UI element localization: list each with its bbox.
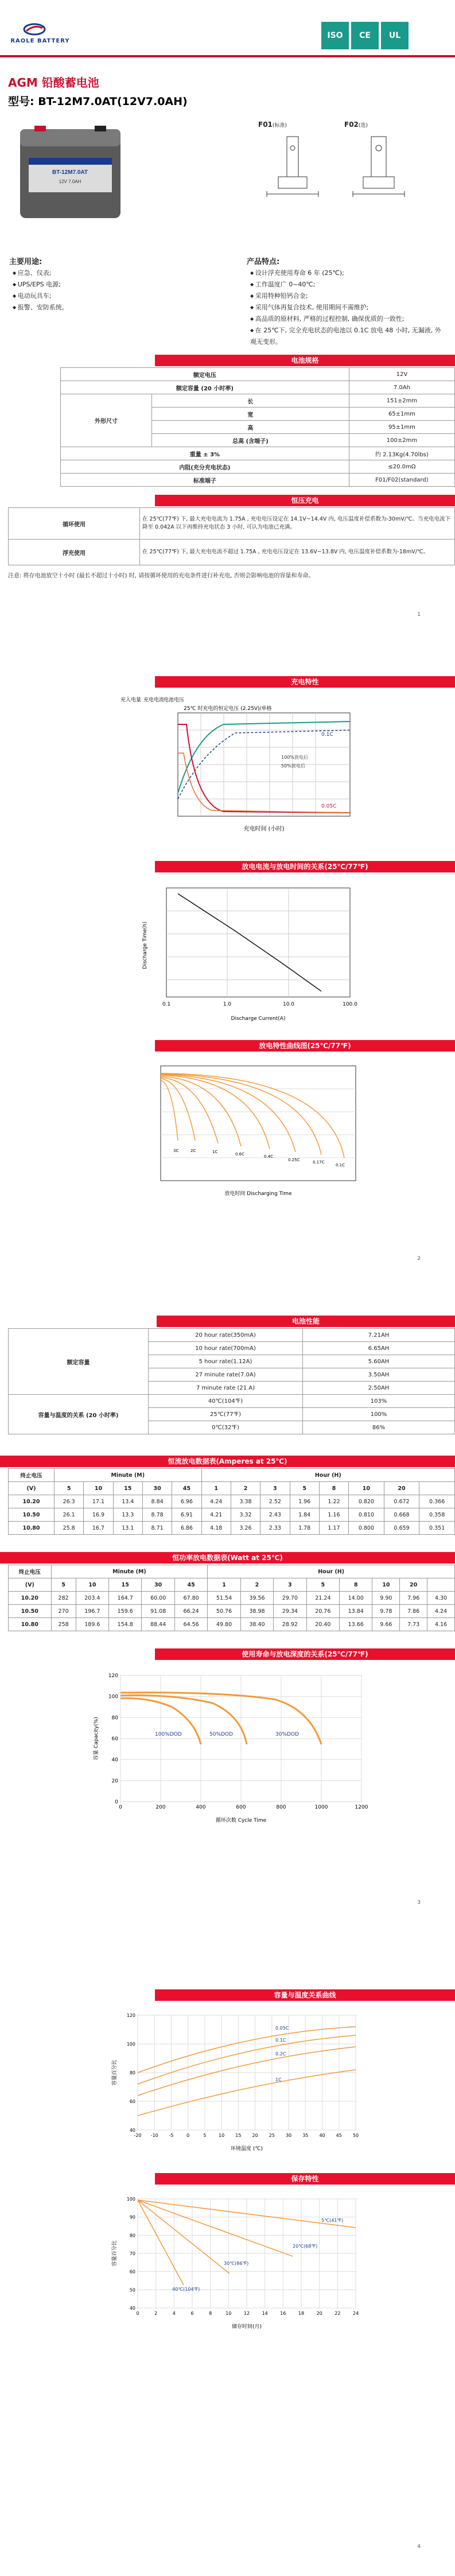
data-cell: 50.76 [208,1605,240,1618]
data-cell: 0.366 [419,1495,455,1508]
cap-temp-xlabel: 环境温度 (℃) [231,2146,263,2152]
data-cell: 13.66 [340,1618,372,1631]
tick-label: 4 [172,2311,176,2316]
data-cell: 1.84 [290,1508,319,1522]
data-cell: 66.24 [174,1605,207,1618]
data-cell: 25.8 [55,1522,84,1535]
curve-label: 1C [275,2077,282,2082]
data-cell: 0.668 [384,1508,419,1522]
tick-label: 20 [111,1778,118,1784]
terminal-f01-drawing [255,131,330,217]
table-row [9,1508,455,1522]
col-header: 15 [113,1482,142,1495]
data-cell: 6.96 [172,1495,201,1508]
data-cell: 20.76 [306,1605,339,1618]
curve-label: 0.2C [275,2051,286,2057]
curve-label: 30℃(86℉) [224,2261,249,2266]
tick-label: 60 [129,2269,135,2275]
watt-table [8,1565,455,1631]
col-header: 20 [384,1482,419,1495]
page-2 [0,644,455,1288]
page-number: 2 [417,1256,421,1262]
col-header: 10 [349,1482,384,1495]
battery-image [17,123,123,221]
data-cell: 13.84 [340,1605,372,1618]
data-cell: 9.78 [372,1605,400,1618]
col-header: 5 [55,1482,84,1495]
col-header: 1 [208,1578,240,1592]
page-title: AGM 铅酸蓄电池 [8,76,99,90]
data-cell: 0.659 [384,1522,419,1535]
curve-label: 1C [212,1150,218,1154]
spec-table: 额定电压 12V 额定容量 (20 小时率) 7.0Ah 外形尺寸 长 151±2mm 宽 65±1mm 高 95±1mm 总高 (含端子) 100±2mm 重量 ± 3% 约 2.13Kg(4.70lbs) 内阻(充分充电状态) ≤20.0mΩ 标准端子 F01/F02(standard) [60,367,455,487]
end-voltage-cell: 10.20 [9,1495,55,1508]
table-row [9,1592,455,1605]
tick-label: 100 [126,2197,135,2202]
list-item: ◆ 设计浮充使用寿命 6 年 (25℃); [250,267,445,279]
charge-note: 注意: 将存电池放空十小时 (最长不超过十小时) 时, 请按循环使用的充电条件进行补充电, 否则会影响电池的容量和寿命。 [8,573,314,579]
curve-label: 0.1C [336,1163,345,1167]
cycle-life-xlabel: 循环次数 Cycle Time [215,1818,267,1824]
data-cell: 0.672 [384,1495,419,1508]
data-cell: 13.1 [113,1522,142,1535]
page-4 [0,1932,455,2576]
tick-label: 22 [335,2311,341,2316]
curve-label: 2C [190,1149,196,1153]
tick-label: 40 [111,1757,118,1763]
tick-label: 15 [235,2133,242,2138]
curve-label: 100%放电后 [281,755,308,760]
performance-bar: 电池性能 [157,1316,455,1327]
curve-label: 0.1C [275,2038,286,2043]
data-cell: 0.358 [419,1508,455,1522]
tick-label: 50 [352,2133,359,2138]
list-item: ◆ 采用特种铅钙合金; [250,290,445,302]
curve-label: 50%DOD [209,1732,233,1737]
data-cell: 49.80 [208,1618,240,1631]
tick-label: -5 [169,2133,174,2138]
data-cell: 2.43 [260,1508,290,1522]
data-cell: 0.820 [349,1495,384,1508]
data-cell: 4.24 [201,1495,231,1508]
col-header: 45 [172,1482,201,1495]
col-header: 5 [306,1578,339,1592]
data-cell: 39.56 [240,1592,273,1605]
data-cell: 4.21 [201,1508,231,1522]
volt-header: (V) [9,1482,55,1495]
header-divider [0,55,455,57]
cycle-life-ylabel: 容量 Capacity(%) [94,1717,99,1760]
table-row [9,1605,455,1618]
charge-ylabel-3: 电池电压 [164,697,185,703]
discharge-curve-xlabel: 放电时间 Discharging Time [224,1191,292,1197]
tick-label: 12 [243,2311,250,2316]
brand-logo [6,23,75,46]
tick-label: 5 [203,2133,207,2138]
charge-char-bar: 充电特性 [155,676,455,688]
col-header: 15 [109,1578,142,1592]
col-header: 5 [51,1578,76,1592]
terminal-f02-title: F02(选) [344,121,368,129]
tick-label: 14 [262,2311,268,2316]
data-cell: 4.16 [427,1618,455,1631]
tick-label: 0 [186,2133,190,2138]
curve-label: 0.4C [264,1154,274,1159]
cap-temp-ylabel: 容量百分比 [112,2059,118,2086]
col-header: 30 [142,1578,174,1592]
battery-label: BT-12M7.0AT [52,169,88,176]
curve-label: 20℃(68℉) [293,2244,318,2249]
data-cell: 6.91 [172,1508,201,1522]
applications-list [13,267,68,313]
table-row [9,1618,455,1631]
data-cell: 21.24 [306,1592,339,1605]
minute-header: Minute (M) [51,1565,208,1578]
tick-label: 80 [129,2233,135,2239]
tick-label: 0 [115,1799,118,1805]
col-header: 3 [260,1482,290,1495]
tick-label: 20 [252,2133,258,2138]
col-header [419,1482,455,1495]
tick-label: 120 [108,1673,118,1679]
list-item: ◆ 电动玩具车; [13,290,68,302]
tick-label: 40 [129,2306,135,2311]
brand-logo-icon [23,23,46,36]
data-cell: 159.6 [109,1605,142,1618]
tick-label: 16 [280,2311,286,2316]
tick-label: 100.0 [343,1002,357,1007]
curve-label: 0.17C [313,1160,325,1165]
data-cell: 0.800 [349,1522,384,1535]
cap-temp-bar: 容量与温度关系曲线 [155,1989,455,2001]
tick-label: 70 [129,2251,135,2256]
data-cell: 51.54 [208,1592,240,1605]
list-item: ◆ 高品质的原材料, 严格的过程控制, 确保优质的一致性; [250,313,445,325]
data-cell: 28.92 [274,1618,306,1631]
tick-label: 60 [129,2099,135,2104]
discharge-time-xlabel: Discharge Current(A) [231,1016,286,1022]
tick-label: 80 [111,1715,118,1721]
features-heading: 产品特点: [247,258,280,266]
tick-label: 1200 [355,1805,368,1810]
data-cell: 26.1 [55,1508,84,1522]
data-cell: 38.98 [240,1605,273,1618]
tick-label: 10.0 [282,1002,295,1007]
tick-label: 45 [336,2133,342,2138]
data-cell: 4.18 [201,1522,231,1535]
curve-label: 100%DOD [155,1732,182,1737]
col-header: 10 [84,1482,113,1495]
curve-label: 0.05C [321,804,337,809]
tick-label: 10 [219,2133,225,2138]
tick-label: 0.1 [162,1002,171,1007]
data-cell: 26.3 [55,1495,84,1508]
list-item: ◆ 应急、仪表; [13,267,68,279]
tick-label: 80 [129,2070,135,2075]
data-cell: 2.52 [260,1495,290,1508]
page-3 [0,1288,455,1932]
col-header: 1 [201,1482,231,1495]
data-cell: 17.1 [84,1495,113,1508]
data-cell: 282 [51,1592,76,1605]
col-header [427,1578,455,1592]
tick-label: 120 [126,2013,135,2018]
data-cell: 189.6 [76,1618,108,1631]
data-cell: 1.96 [290,1495,319,1508]
data-cell: 8.84 [142,1495,172,1508]
charge-ylabel-1: 充入电量 [120,697,142,703]
tick-label: 25 [269,2133,275,2138]
tick-label: 8 [209,2311,212,2316]
data-cell: 38.40 [240,1618,273,1631]
data-cell: 91.08 [142,1605,174,1618]
page-number: 3 [417,1900,421,1906]
tick-label: 100 [126,2042,135,2047]
storage-chart [103,2187,367,2337]
applications-heading: 主要用途: [9,258,42,266]
amp-table-bar: 恒流放电数据表(Amperes at 25℃) [0,1456,455,1467]
col-header: 30 [142,1482,172,1495]
data-cell: 14.00 [340,1592,372,1605]
data-cell: 29.70 [274,1592,306,1605]
data-cell: 13.3 [113,1508,142,1522]
data-cell: 258 [51,1618,76,1631]
data-cell: 7.86 [400,1605,427,1618]
curve-label: 30%DOD [275,1732,299,1737]
data-cell: 1.17 [319,1522,348,1535]
iso-cert-icon: ISO [321,22,349,49]
tick-label: 2 [154,2311,158,2316]
tick-label: 40 [319,2133,325,2138]
discharge-time-chart [132,876,361,1026]
end-voltage-cell: 10.80 [9,1522,55,1535]
ce-cert-icon: CE [351,22,379,49]
list-item: ◆ UPS/EPS 电源; [13,279,68,290]
storage-xlabel: 储存时间(月) [231,2324,262,2330]
tick-label: 0 [136,2311,139,2316]
end-voltage-header: 终止电压 [9,1565,52,1578]
data-cell: 8.71 [142,1522,172,1535]
data-cell: 3.26 [231,1522,260,1535]
features-list [250,267,445,348]
charge-characteristics-chart [109,690,379,845]
ul-cert-icon: UL [381,22,409,49]
data-cell: 164.7 [109,1592,142,1605]
data-cell: 7.73 [400,1618,427,1631]
minute-header: Minute (M) [55,1469,202,1482]
curve-label: 0.6C [235,1152,245,1157]
col-header: 10 [372,1578,400,1592]
curve-label: 0.25C [288,1158,300,1162]
end-voltage-cell: 10.50 [9,1508,55,1522]
battery-sub-label: 12V 7.0AH [59,179,81,184]
tick-label: 6 [190,2311,194,2316]
list-item: ◆ 工作温度广 0~40℃; [250,279,445,290]
discharge-curve-chart [138,1054,367,1204]
data-cell: 1.78 [290,1522,319,1535]
tick-label: 0 [119,1805,122,1810]
charge-xlabel: 充电时间 (小时) [243,826,285,832]
capacity-temperature-chart [103,2004,367,2159]
data-cell: 4.24 [427,1605,455,1618]
charge-ylabel-2: 充电电流 [143,697,165,703]
cycle-life-chart [86,1664,373,1830]
tick-label: 20 [316,2311,322,2316]
storage-bar: 保存特性 [155,2173,455,2185]
data-cell: 6.86 [172,1522,201,1535]
tick-label: 1000 [314,1805,328,1810]
page-number: 1 [417,612,421,618]
tick-label: 90 [129,2214,135,2220]
list-item: ◆ 在 25℃下, 完全充电状态的电池以 0.1C 放电 48 小时, 无漏液, 外观无变形。 [250,325,445,348]
data-cell: 0.351 [419,1522,455,1535]
data-cell: 2.33 [260,1522,290,1535]
discharge-time-bar: 放电电流与放电时间的关系(25℃/77℉) [155,861,455,872]
terminal-f01-title: F01(标准) [258,121,287,129]
col-header: 8 [319,1482,348,1495]
col-header: 2 [231,1482,260,1495]
curve-label: 40℃(104℉) [172,2287,200,2292]
tick-label: -10 [150,2133,158,2138]
data-cell: 1.16 [319,1508,348,1522]
discharge-time-ylabel: Discharge Time(h) [142,921,148,969]
data-cell: 7.96 [400,1592,427,1605]
tick-label: 200 [155,1805,166,1810]
data-cell: 60.00 [142,1592,174,1605]
discharge-curve-bar: 放电特性曲线图(25℃/77℉) [155,1040,455,1052]
data-cell: 0.810 [349,1508,384,1522]
curve-label: 3C [173,1149,179,1153]
tick-label: 800 [276,1805,286,1810]
performance-table: 额定容量 20 hour rate(350mA) 7.21AH 10 hour rate(700mA) 6.65AH 5 hour rate(1.12A) 5.60AH 27 minute rate(7.0A) 3.50AH 7 minute rate (21 A) 2.50AH 容量与温度的关系 (20 小时率) 40℃(104℉) 103% 25℃(77℉) 100% 0℃(32℉) 86% [8,1328,455,1434]
data-cell: 8.78 [142,1508,172,1522]
tick-label: 100 [108,1694,118,1700]
tick-label: -20 [134,2133,142,2138]
tick-label: 400 [196,1805,206,1810]
data-cell: 154.8 [109,1618,142,1631]
table-row [9,1495,455,1508]
cycle-life-bar: 使用寿命与放电深度的关系(25℃/77℉) [155,1648,455,1660]
col-header: 10 [76,1578,108,1592]
hour-header: Hour (H) [208,1565,455,1578]
tick-label: 40 [129,2128,135,2133]
data-cell: 20.40 [306,1618,339,1631]
data-cell: 203.4 [76,1592,108,1605]
data-cell: 4.30 [427,1592,455,1605]
data-cell: 270 [51,1605,76,1618]
volt-header: (V) [9,1578,52,1592]
data-cell: 3.32 [231,1508,260,1522]
end-voltage-header: 终止电压 [9,1469,55,1482]
tick-label: 24 [352,2311,359,2316]
tick-label: 18 [298,2311,305,2316]
end-voltage-cell: 10.80 [9,1618,52,1631]
charge-legend: 25℃ 时充电的恒定电压 (2.25V)/单格 [184,706,272,712]
terminal-f02-drawing [341,131,416,217]
data-cell: 67.80 [174,1592,207,1605]
tick-label: 60 [111,1736,118,1742]
model-title: 型号: BT-12M7.0AT(12V7.0AH) [8,95,188,108]
data-cell: 3.38 [231,1495,260,1508]
page-1 [0,0,455,644]
col-header: 5 [290,1482,319,1495]
col-header: 2 [240,1578,273,1592]
data-cell: 16.9 [84,1508,113,1522]
data-cell: 1.22 [319,1495,348,1508]
data-cell: 16.7 [84,1522,113,1535]
watt-table-bar: 恒功率放电数据表(Watt at 25℃) [0,1552,455,1564]
col-header: 45 [174,1578,207,1592]
data-cell: 29.34 [274,1605,306,1618]
curve-label: 5℃(41℉) [321,2218,344,2223]
charge-table: 循环使用 在 25℃(77℉) 下, 最大充电电流为 1.75A , 充电电压设定在 14.1V~14.4V 内, 电压温度补偿系数为-30mV/℃。当充电电流下降至 0.042A 以下再维持充电状态 3 小时, 可认为电池已充满。 浮充使用 在 25℃(77℉) 下, 最大充电电流不超过 1.75A , 充电电压设定在 13.6V~13.8V 内, 电压温度补偿系数为-18mV/℃。 [8,507,455,565]
list-item: ◆ 采用气体再复合技术, 使用期间不需维护; [250,302,445,313]
end-voltage-cell: 10.20 [9,1592,52,1605]
curve-label: 0.1C [321,732,333,738]
curve-label: 50%放电后 [281,763,305,769]
tick-label: 600 [236,1805,246,1810]
page-number: 4 [417,2544,421,2550]
data-cell: 196.7 [76,1605,108,1618]
amp-table [8,1468,455,1535]
list-item: ◆ 报警、安防系统。 [13,302,68,313]
end-voltage-cell: 10.50 [9,1605,52,1618]
data-cell: 9.90 [372,1592,400,1605]
data-cell: 13.4 [113,1495,142,1508]
tick-label: 10 [225,2311,232,2316]
col-header: 8 [340,1578,372,1592]
curve-label: 0.05C [275,2026,289,2031]
tick-label: 1.0 [223,1002,232,1007]
tick-label: 50 [129,2287,135,2293]
data-cell: 88.44 [142,1618,174,1631]
data-cell: 64.56 [174,1618,207,1631]
data-cell: 9.66 [372,1618,400,1631]
spec-bar: 电池规格 [155,355,455,366]
tick-label: 30 [285,2133,292,2138]
tick-label: 35 [302,2133,309,2138]
table-row [9,1522,455,1535]
charge-bar: 恒压充电 [155,495,455,506]
hour-header: Hour (H) [201,1469,454,1482]
col-header: 20 [400,1578,427,1592]
brand-name: RAOLE BATTERY [10,38,70,44]
storage-ylabel: 容量百分比 [112,2240,118,2267]
col-header: 3 [274,1578,306,1592]
